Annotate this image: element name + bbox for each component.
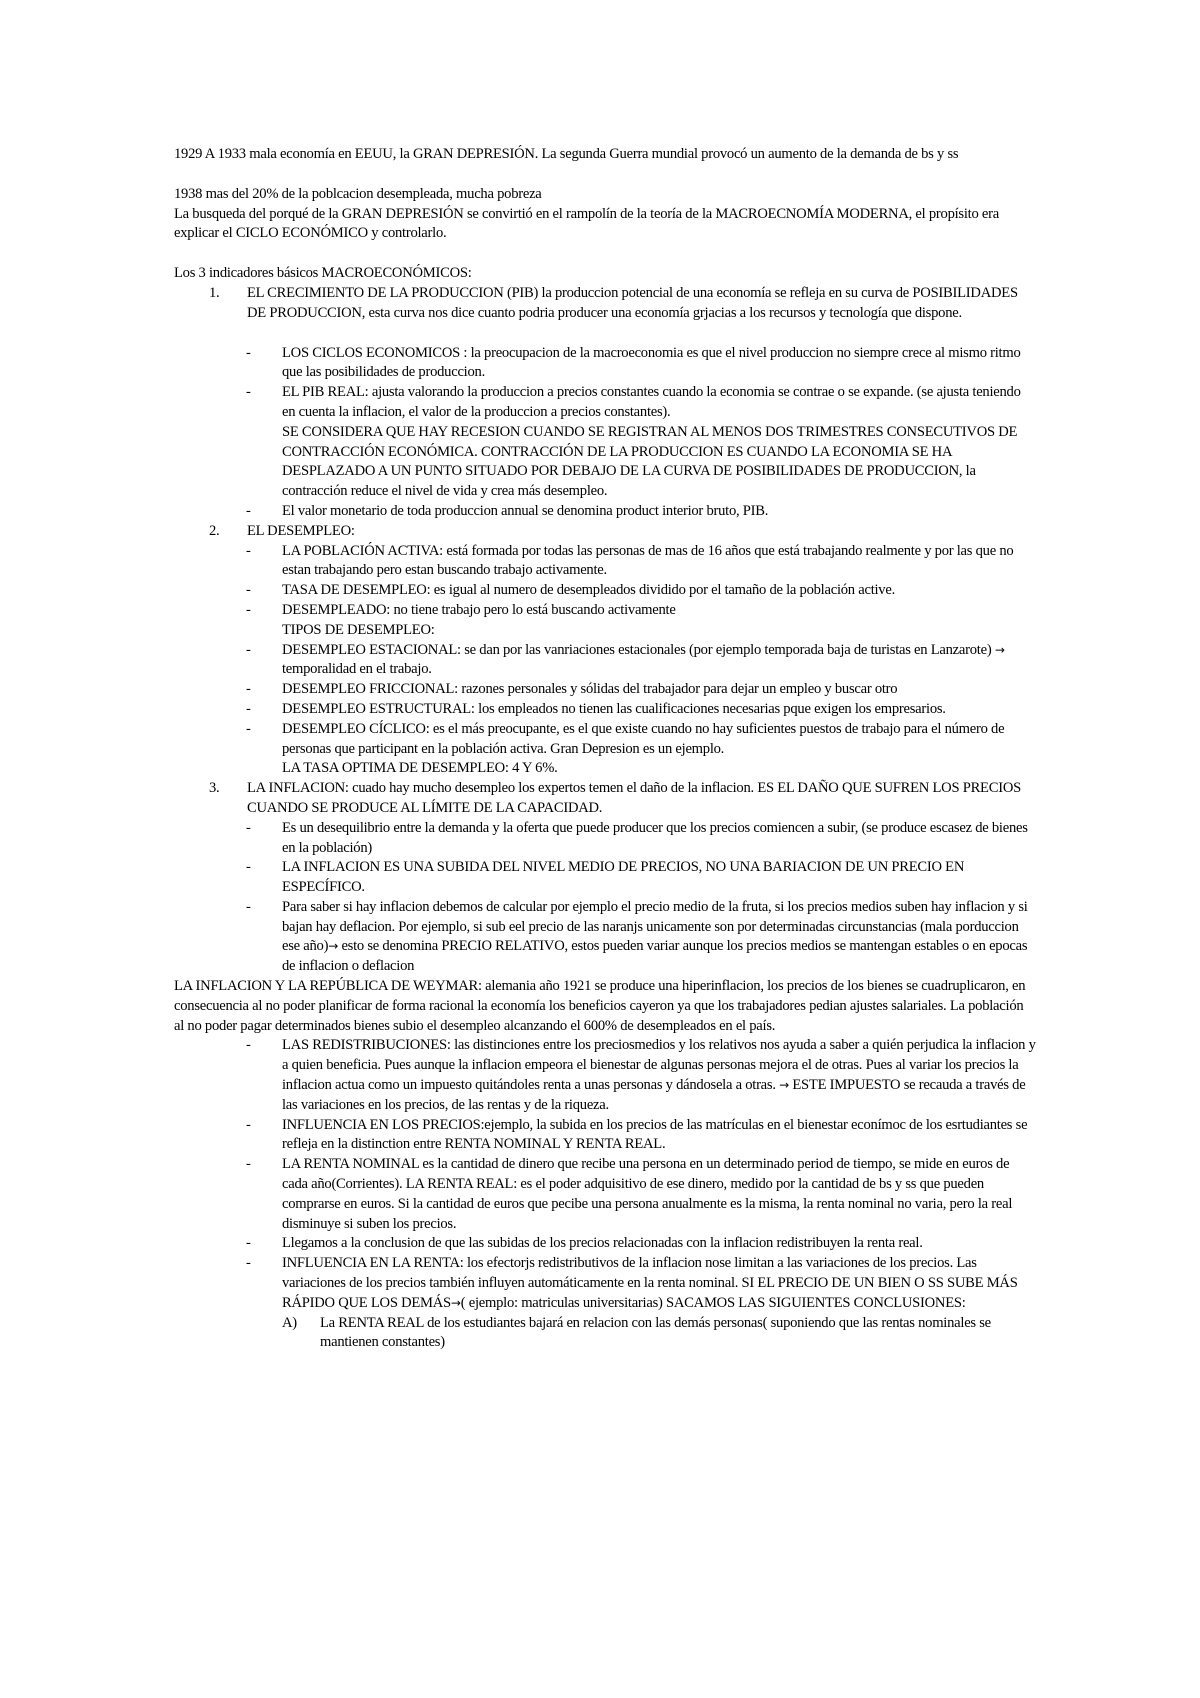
bullet-text: INFLUENCIA EN LOS PRECIOS:ejemplo, la subida en los precios de las matrículas en el bienestar econímoc de los esrtudiantes se refleja en la distinction entre RENTA NOMINAL Y RENTA REAL. xyxy=(282,1116,1028,1153)
numbered-item-text: EL DESEMPLEO: xyxy=(247,522,355,539)
list-number: 2. xyxy=(209,522,220,539)
bullet-item xyxy=(174,1254,1036,1313)
bullet-text: Es un desequilibrio entre la demanda y la oferta que puede producer que los precios comiencen a subir, (se produce escasez de bienes en la población) xyxy=(282,819,1028,856)
intro-paragraph: 1929 A 1933 mala economía en EEUU, la GRAN DEPRESIÓN. La segunda Guerra mundial provocó un aumento de la demanda de bs y ss xyxy=(174,146,959,162)
bullet-continuation: LA TASA OPTIMA DE DESEMPLEO: 4 Y 6%. xyxy=(282,760,558,777)
bullet-item xyxy=(174,898,1036,977)
dash-marker: - xyxy=(246,700,251,717)
bullet-item xyxy=(174,1036,1036,1115)
arrow-right-icon: → xyxy=(450,1295,461,1310)
dash-marker: - xyxy=(246,1235,251,1252)
list-letter: A) xyxy=(282,1314,297,1331)
numbered-item-3 xyxy=(174,779,1036,819)
bullet-item xyxy=(174,1116,1036,1156)
dash-marker: - xyxy=(246,384,251,401)
bullet-text xyxy=(282,642,1005,678)
bullet-text: DESEMPLEO FRICCIONAL: razones personales y sólidas del trabajador para dejar un empleo y buscar otro xyxy=(282,681,898,698)
dash-marker: - xyxy=(246,859,251,876)
dash-marker: - xyxy=(246,344,251,361)
bullet-continuation: TIPOS DE DESEMPLEO: xyxy=(282,621,435,638)
lettered-item xyxy=(174,1314,1036,1354)
bullet-text: LA POBLACIÓN ACTIVA: está formada por todas las personas de mas de 16 años que está trabajando realmente y por las que no estan trabajando pero estan buscando trabajo activamente. xyxy=(282,542,1014,579)
bullet-item xyxy=(174,819,1036,859)
bullet-item xyxy=(174,542,1036,582)
bullet-item xyxy=(174,641,1036,681)
bullet-text xyxy=(282,1037,1036,1112)
numbered-item-text: EL CRECIMIENTO DE LA PRODUCCION (PIB) la produccion potencial de una economía se refleja en su curva de POSIBILIDADES DE PRODUCCION, esta curva nos dice cuanto podria producer una economía grjacias a los recursos y tecnología que dispone. xyxy=(247,284,1018,321)
bullet-text-part: DESEMPLEO ESTACIONAL: se dan por las vanriaciones estacionales (por ejemplo temporada baja de turistas en Lanzarote) xyxy=(282,641,992,658)
intro-paragraph: La busqueda del porqué de la GRAN DEPRESIÓN se convirtió en el rampolín de la teoría de la MACROECNOMÍA MODERNA, el propísito era explicar el CICLO ECONÓMICO y controlarlo. xyxy=(174,205,999,242)
bullet-text-part: INFLUENCIA EN LA RENTA: los efectorjs redistributivos de la inflacion nose limitan a las variaciones de los precios. Las variaciones de los precios también influyen automáticamente en la renta nominal. SI EL PRECIO DE UN BIEN O SS SUBE MÁS RÁPIDO QUE LOS DEMÁS xyxy=(282,1255,1018,1311)
dash-marker: - xyxy=(246,720,251,737)
arrow-right-icon: → xyxy=(328,939,339,954)
bullet-item xyxy=(174,581,1036,601)
bullet-continuation: SE CONSIDERA QUE HAY RECESION CUANDO SE REGISTRAN AL MENOS DOS TRIMESTRES CONSECUTIVOS DE CONTRACCIÓN ECONÓMICA. CONTRACCIÓN DE LA PRODUCCION ES CUANDO LA ECONOMIA SE HA DESPLAZADO A UN PUNTO SITUADO POR DEBAJO DE LA CURVA DE POSIBILIDADES DE PRODUCCION, la contracción reduce el nivel de vida y crea más desempleo. xyxy=(282,423,1018,500)
bullet-text-part: temporalidad en el trabajo. xyxy=(282,661,432,678)
bullet-text: DESEMPLEO CÍCLICO: es el más preocupante, es el que existe cuando no hay suficientes puestos de trabajo para el número de personas que participant en la población activa. Gran Depresion es un ejemplo. xyxy=(282,720,1005,757)
bullet-text: LA RENTA NOMINAL es la cantidad de dinero que recibe una persona en un determinado period de tiempo, se mide en euros de cada año(Corrientes). LA RENTA REAL: es el poder adquisitivo de ese dinero, medido por la cantidad de bs y ss que pueden comprarse en euros. Si la cantidad de euros que pecibe una persona anualmente es la misma, la renta nominal no varia, pero la real disminuye si suben los precios. xyxy=(282,1156,1013,1232)
bullet-text-part: Para saber si hay inflacion debemos de calcular por ejemplo el precio medio de la fruta, si los precios medios suben hay inflacion y si bajan hay deflacion. Por ejemplo, si sub eel precio de las naranjs unicamente son por determinadas circunstancias (mala porduccion ese año) xyxy=(282,898,1028,955)
list-number: 3. xyxy=(209,780,220,797)
arrow-right-icon: → xyxy=(994,642,1005,657)
bullet-item xyxy=(174,858,1036,898)
bullet-item xyxy=(174,1155,1036,1234)
list-number: 1. xyxy=(209,284,220,301)
bullet-text: EL PIB REAL: ajusta valorando la produccion a precios constantes cuando la economia se contrae o se expande. (se ajusta teniendo en cuenta la inflacion, el valor de la produccion a precios constantes). xyxy=(282,384,1021,420)
bullet-item xyxy=(174,344,1036,384)
dash-marker: - xyxy=(246,681,251,698)
bullet-text: LA INFLACION ES UNA SUBIDA DEL NIVEL MEDIO DE PRECIOS, NO UNA BARIACION DE UN PRECIO EN ESPECÍFICO. xyxy=(282,859,965,896)
bullet-text-part: ESTE IMPUESTO se recauda a través de las variaciones en los precios, de las rentas y de la riqueza. xyxy=(282,1077,1026,1113)
bullet-text: LOS CICLOS ECONOMICOS : la preocupacion de la macroeconomia es que el nivel produccion no siempre crece al mismo ritmo que las posibilidades de produccion. xyxy=(282,344,1021,381)
dash-marker: - xyxy=(246,502,251,519)
dash-marker: - xyxy=(246,1156,251,1173)
bullet-item xyxy=(174,383,1036,423)
bullet-text-part: esto se denomina PRECIO RELATIVO, estos pueden variar aunque los precios medios se mantengan estables o en epocas de inflacion o deflacion xyxy=(282,938,1028,975)
bullet-text: El valor monetario de toda produccion annual se denomina product interior bruto, PIB. xyxy=(282,502,769,519)
numbered-item-2 xyxy=(174,522,1036,542)
bullet-text: TASA DE DESEMPLEO: es igual al numero de desempleados dividido por el tamaño de la población active. xyxy=(282,582,895,599)
bullet-item xyxy=(174,720,1036,760)
bullet-text-part: LAS REDISTRIBUCIONES: las distinciones entre los preciosmedios y los relativos nos ayuda a saber a quién perjudica la inflacion y a quien beneficia. Pues aunque la inflacion empeora el bienestar de algunas personas mejora el de otras. Pues al variar los precios la inflacion actua como un impuesto quitándoles renta a unas personas y dándosela a otras. xyxy=(282,1037,1036,1094)
bullet-text: Llegamos a la conclusion de que las subidas de los precios relacionadas con la inflacion redistribuyen la renta real. xyxy=(282,1235,923,1252)
bullet-item xyxy=(174,680,1036,700)
bullet-item xyxy=(174,502,1036,522)
dash-marker: - xyxy=(246,1116,251,1133)
dash-marker: - xyxy=(246,819,251,836)
dash-marker: - xyxy=(246,1255,251,1272)
bullet-text-part: ( ejemplo: matriculas universitarias) SACAMOS LAS SIGUIENTES CONCLUSIONES: xyxy=(460,1294,966,1311)
lettered-item-text: La RENTA REAL de los estudiantes bajará en relacion con las demás personas( suponiendo que las rentas nominales se mantienen constantes) xyxy=(320,1314,991,1351)
numbered-item-1 xyxy=(174,284,1036,324)
dash-marker: - xyxy=(246,1037,251,1054)
dash-marker: - xyxy=(246,582,251,599)
weymar-paragraph: LA INFLACION Y LA REPÚBLICA DE WEYMAR: alemania año 1921 se produce una hiperinflacion, los precios de los bienes se cuadruplicaron, en consecuencia al no poder planificar de forma racional la economía los beneficios cayeron ya que los trabajadores pedian ajustes salariales. La población al no poder pagar determinados bienes subio el desempleo alcanzando el 600% de desempleados en el país. xyxy=(174,978,1026,1034)
bullet-text xyxy=(282,899,1028,974)
bullet-text: DESEMPLEADO: no tiene trabajo pero lo está buscando activamente xyxy=(282,601,676,618)
document-body xyxy=(174,145,1036,1353)
bullet-item xyxy=(174,700,1036,720)
arrow-right-icon: → xyxy=(779,1078,789,1093)
dash-marker: - xyxy=(246,601,251,618)
bullet-item xyxy=(174,1234,1036,1254)
dash-marker: - xyxy=(246,542,251,559)
dash-marker: - xyxy=(246,898,251,915)
bullet-text xyxy=(282,1255,1018,1311)
indicators-heading: Los 3 indicadores básicos MACROECONÓMICOS: xyxy=(174,265,472,282)
bullet-text: DESEMPLEO ESTRUCTURAL: los empleados no tienen las cualificaciones necesarias pque exigen los empresarios. xyxy=(282,700,946,717)
dash-marker: - xyxy=(246,641,251,658)
numbered-item-text: LA INFLACION: cuado hay mucho desempleo los expertos temen el daño de la inflacion. ES EL DAÑO QUE SUFREN LOS PRECIOS CUANDO SE PRODUCE AL LÍMITE DE LA CAPACIDAD. xyxy=(247,780,1021,816)
intro-paragraph: 1938 mas del 20% de la poblcacion desempleada, mucha pobreza xyxy=(174,185,542,202)
bullet-item xyxy=(174,601,1036,621)
